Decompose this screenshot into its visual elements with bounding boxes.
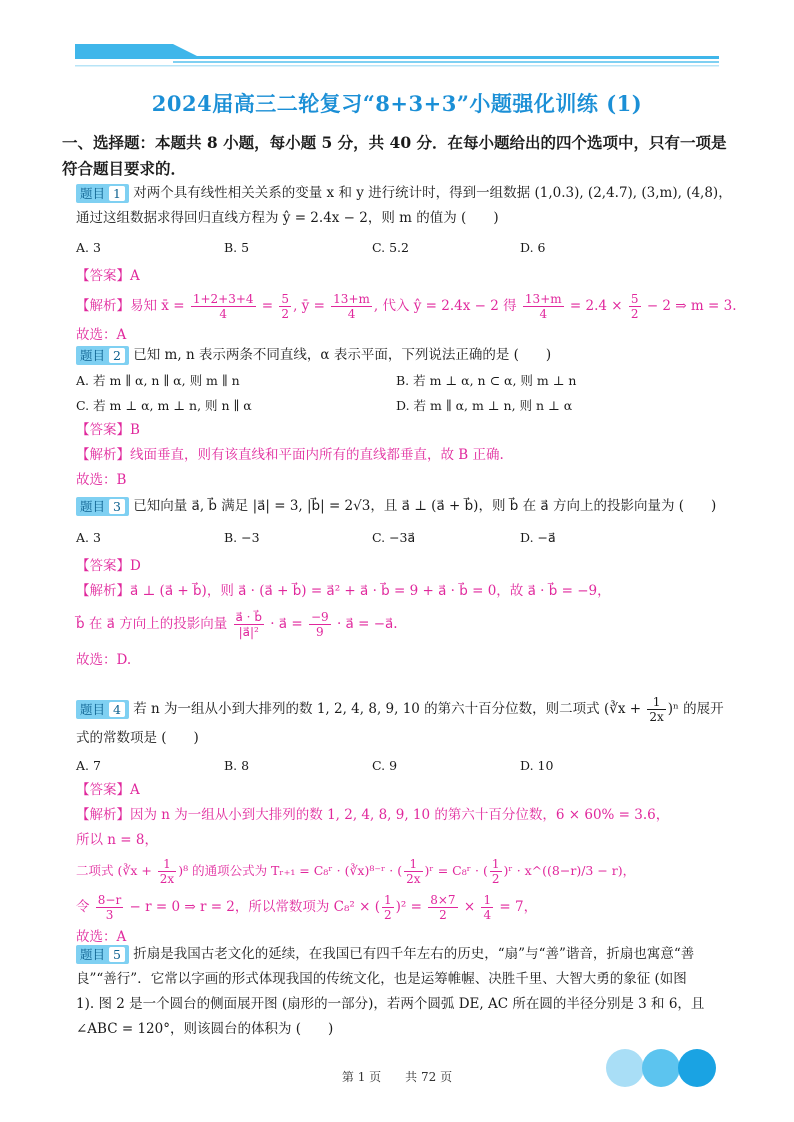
option-d: D. −a⃗: [520, 530, 556, 545]
options: [76, 393, 736, 418]
question-text: 式的常数项是 ( ): [76, 730, 199, 746]
answer: 【答案】A: [76, 268, 140, 284]
question-text: 已知向量 a⃗, b⃗ 满足 |a⃗| = 3, |b⃗| = 2√3，且 a⃗ ⊥ (a⃗ + b⃗)，则 b⃗ 在 a⃗ 方向上的投影向量为 ( ): [133, 498, 717, 514]
question-5: [76, 942, 736, 1042]
question-2: [76, 343, 736, 493]
analysis: 【解析】a⃗ ⊥ (a⃗ + b⃗)，则 a⃗ · (a⃗ + b⃗) = a⃗² + a⃗ · b⃗ = 9 + a⃗ · b⃗ = 0，故 a⃗ · b⃗ = −9，: [76, 583, 611, 599]
option-a: A. 若 m ∥ α, n ∥ α, 则 m ∥ n: [76, 373, 240, 388]
question-text: ∠ABC = 120°，则该圆台的体积为 ( ): [76, 1021, 334, 1037]
question-text: 1). 图 2 是一个圆台的侧面展开图 (扇形的一部分)，若两个圆弧 DE, AC 所在圆的半径分别是 3 和 6，且: [76, 996, 705, 1012]
option-b: B. 8: [224, 758, 250, 773]
question-3: [76, 494, 736, 673]
option-a: A. 3: [76, 530, 101, 545]
conclusion: 故选：A: [76, 929, 127, 945]
option-d: D. 10: [520, 758, 554, 773]
question-tag: 题目 2: [76, 346, 129, 365]
analysis: b⃗ 在 a⃗ 方向上的投影向量 $\frac{a⃗ \cdot b⃗}{\text{|a⃗|²}}$ · a⃗ = $\frac{-9}{9}$ · a⃗ = −a⃗.: [76, 610, 398, 639]
option-d: D. 6: [520, 240, 546, 255]
option-c: C. 9: [372, 758, 398, 773]
question-tag: 题目 4: [76, 700, 129, 719]
question-text: 良”“善行”．它常以字画的形式体现我国的传统文化，也是运筹帷幄、决胜千里、大智大勇的象征 (如图: [76, 971, 687, 987]
option-a: A. 3: [76, 240, 101, 255]
question-tag: 题目 1: [76, 184, 129, 203]
option-d: D. 若 m ∥ α, m ⊥ n, 则 n ⊥ α: [396, 398, 573, 413]
option-a: A. 7: [76, 758, 101, 773]
answer: 【答案】B: [76, 422, 140, 438]
conclusion: 故选：B: [76, 472, 127, 488]
option-c: C. 5.2: [372, 240, 409, 255]
header-banner: [75, 44, 719, 70]
options: [76, 525, 736, 550]
options: [76, 368, 736, 393]
page-total: 共 72 页: [405, 1070, 453, 1084]
analysis: 二项式 (∛x + $\frac{1}{2x}$ )⁸ 的通项公式为 Tᵣ₊₁ = C₈ʳ · (∛x)⁸⁻ʳ · ( $\frac{1}{2x}$ )ʳ = C₈ʳ · ( $\frac{1}{2}$ )ʳ · x^((8−r)/3 − r)，: [76, 857, 636, 886]
option-b: B. −3: [224, 530, 260, 545]
analysis: 令 $\frac{8-r}{3}$ − r = 0 ⇒ r = 2，所以常数项为 C₈² × ( $\frac{1}{2}$ )² = $\frac{8\times 7}{2}$ × $\frac{1}{4}$ = 7，: [76, 893, 538, 922]
answer: 【答案】A: [76, 782, 140, 798]
page-number: 第 1 页: [341, 1070, 382, 1084]
question-tag: 题目 5: [76, 945, 129, 964]
page-title: 2024届高三二轮复习“8+3+3”小题强化训练 (1): [151, 91, 643, 116]
answer: 【答案】D: [76, 558, 141, 574]
conclusion: 故选：D.: [76, 652, 132, 668]
question-text: 已知 m, n 表示两条不同直线，α 表示平面，下列说法正确的是 ( ): [133, 347, 552, 363]
question-text: 通过这组数据求得回归直线方程为 ŷ = 2.4x − 2，则 m 的值为 ( ): [76, 210, 499, 226]
analysis: 所以 n = 8，: [76, 832, 158, 848]
options: [76, 753, 736, 778]
question-tag: 题目 3: [76, 497, 129, 516]
option-b: B. 若 m ⊥ α, n ⊂ α, 则 m ⊥ n: [396, 373, 577, 388]
analysis: 【解析】因为 n 为一组从小到大排列的数 1, 2, 4, 8, 9, 10 的第六十百分位数，6 × 60% = 3.6，: [76, 807, 670, 823]
options: [76, 235, 736, 260]
conclusion: 故选：A: [76, 327, 127, 343]
option-c: C. −3a⃗: [372, 530, 416, 545]
analysis: 【解析】易知 x̄ = $\frac{1+2+3+4}{4}$ = $\frac{5}{2}$ , ȳ = $\frac{13+m}{4}$ , 代入 ŷ = 2.4x − 2 得 $\frac{13+m}{4}$ = 2.4 × $\frac{5}{2}$ − 2 ⇒ m = 3.: [76, 292, 737, 321]
section-intro: 一、选择题：本题共 8 小题，每小题 5 分，共 40 分．在每小题给出的四个选项中，只有一项是符合题目要求的．: [62, 133, 727, 178]
option-c: C. 若 m ⊥ α, m ⊥ n, 则 n ∥ α: [76, 398, 252, 413]
question-1: [76, 181, 736, 348]
analysis: 【解析】线面垂直，则有该直线和平面内所有的直线都垂直，故 B 正确.: [76, 447, 504, 463]
question-4: 题目 4 若 n 为一组从小到大排列的数 1, 2, 4, 8, 9, 10 的第六十百分位数，则二项式 (∛x + $\frac{1}{2x}$ )ⁿ 的展开 式的常数项是 ( ) A. 7 B. 8 C. 9 D. 10 【答案】A 【解析】因为 n 为一组从小到大排列的数 1, 2, 4, 8, 9, 10 的第六十百分位数，6 × 60% = 3.6， 所以 n = 8， 二项式 (∛x + $\frac{1}{2x}$ )⁸ 的通项公式为 Tᵣ₊₁ = C₈ʳ · (∛x)⁸⁻ʳ · ( $\frac{1}{2x}$ )ʳ = C₈ʳ · ( $\frac{1}{2}$ )ʳ · x^((8−r)/3 − r)， 令 $\frac{8-r}{3}$ − r = 0 ⇒ r = 2，所以常数项为 C₈² × ( $\frac{1}{2}$ )² = $\frac{8\times 7}{2}$ × $\frac{1}{4}$ = 7， 故选：A: [76, 692, 736, 950]
option-b: B. 5: [224, 240, 250, 255]
question-text: 对两个具有线性相关关系的变量 x 和 y 进行统计时，得到一组数据 (1,0.3), (2,4.7), (3,m), (4,8)，: [133, 185, 732, 201]
question-text: 折扇是我国古老文化的延续，在我国已有四千年左右的历史，“扇”与“善”谐音，折扇也寓意“善: [133, 946, 695, 962]
